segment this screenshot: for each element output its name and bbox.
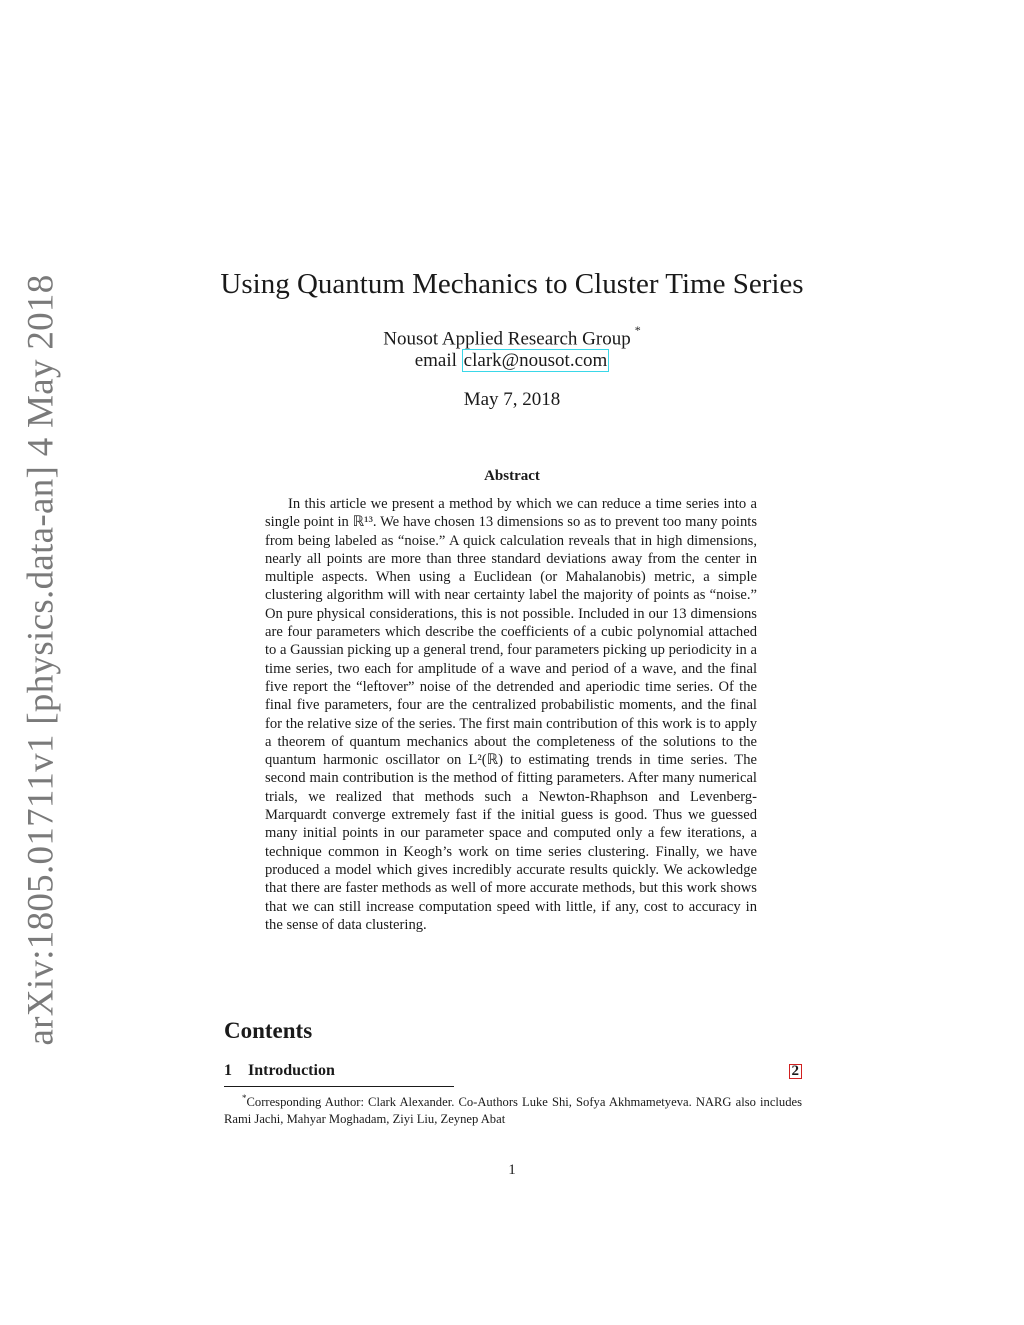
- abstract-heading: Abstract: [484, 468, 540, 484]
- toc-entry-label: [224, 1062, 335, 1080]
- email-line: [0, 350, 1024, 372]
- author-footnote-mark[interactable]: *: [634, 323, 641, 337]
- author-line: [0, 323, 1024, 350]
- toc-entry[interactable]: [224, 1062, 802, 1080]
- page-number: 1: [508, 1162, 516, 1178]
- toc-entry-page-link[interactable]: 2: [789, 1064, 803, 1079]
- toc-entry-number: 1: [224, 1062, 232, 1079]
- footnote-mark: *: [242, 1093, 247, 1103]
- email-label: email: [414, 350, 462, 371]
- paper-title: Using Quantum Mechanics to Cluster Time Series: [220, 268, 804, 300]
- toc-entry-title[interactable]: Introduction: [248, 1062, 335, 1079]
- footnote: [224, 1090, 802, 1128]
- abstract-text: In this article we present a method by which we can reduce a time series into a single point in ℝ¹³. We have chosen 13 dimensions so as to prevent too many points from being labeled as “noise.” A quick calculation reveals that in high dimensions, nearly all points are more than three standard deviations away from the center in multiple aspects. When using a Euclidean (or Mahalanobis) metric, a simple clustering algorithm will with near certainty label the majority of points as “noise.” On pure physical considerations, this is not possible. Included in our 13 dimensions are four parameters which describe the coefficients of a cubic polynomial attached to a Gaussian picking up a general trend, four parameters picking up periodicity in a time series, two each for amplitude of a wave and period of a wave, and the final five report the “leftover” noise of the detrended and aperiodic time series. Of the final five parameters, four are the centralized probabilistic moments, and the final for the relative size of the series. The first main contribution of this work is to apply a theorem of quantum mechanics about the completeness of the solutions to the quantum harmonic oscillator on L²(ℝ) to estimating trends in time series. The second main contribution is the method of fitting parameters. After many numerical trials, we realized that methods such a Newton-Rhaphson and Levenberg-Marquardt converge extremely fast if the initial guess is good. Thus we guessed many initial points in our parameter space and computed only a few iterations, a technique common in Keogh’s work on time series clustering. Finally, we have produced a model which gives incredibly accurate results quickly. We ackowledge that there are faster methods as well of more accurate methods, but this work shows that we can still increase computation speed with little, if any, cost to accuracy in the sense of data clustering.: [265, 496, 757, 933]
- arxiv-identifier-stamp: arXiv:1805.01711v1 [physics.data-an] 4 May 2018: [20, 274, 62, 1046]
- email-link[interactable]: clark@nousot.com: [463, 350, 608, 371]
- contents-heading: Contents: [224, 1018, 313, 1043]
- footnote-divider: [224, 1086, 454, 1087]
- author-name: Nousot Applied Research Group: [383, 328, 631, 350]
- footnote-text: Corresponding Author: Clark Alexander. Co-Authors Luke Shi, Sofya Akhmametyeva. NARG also includes Rami Jachi, Mahyar Moghadam, Ziyi Liu, Zeynep Abat: [224, 1095, 802, 1127]
- paper-date: May 7, 2018: [463, 389, 561, 410]
